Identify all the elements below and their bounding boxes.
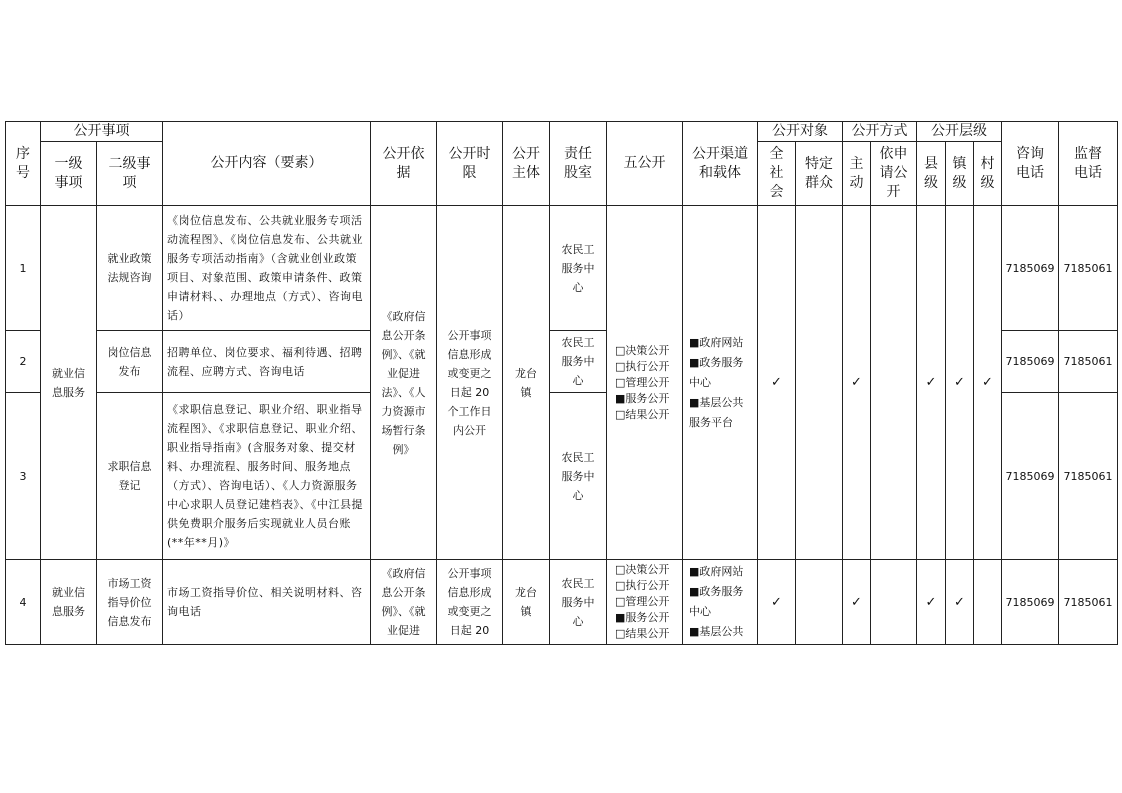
row-dept: 农民工 服务中 心 — [550, 331, 607, 393]
header-town: 镇 级 — [946, 142, 974, 206]
row-dept: 农民工 服务中 心 — [550, 206, 607, 331]
header-subject: 公开 主体 — [503, 122, 550, 206]
row-dept: 农民工 服务中 心 — [550, 560, 607, 645]
row-dept: 农民工 服务中 心 — [550, 393, 607, 560]
header-level: 公开层级 — [917, 122, 1002, 142]
row-channel: ■政府网站 ■政务服务 中心 ■基层公共 服务平台 — [683, 206, 758, 560]
header-seq: 序 号 — [6, 122, 41, 206]
header-public-items: 公开事项 — [41, 122, 163, 142]
row-consult-phone: 7185069 — [1002, 206, 1059, 331]
row-seq: 2 — [6, 331, 41, 393]
header-active: 主 动 — [843, 142, 871, 206]
row-level2: 求职信息 登记 — [97, 393, 163, 560]
row-time-limit: 公开事项 信息形成 或变更之 日起 20 个工作日 内公开 — [437, 206, 503, 560]
row-on-request-check — [871, 206, 917, 560]
row-on-request-check — [871, 560, 917, 645]
row-supervise-phone: 7185061 — [1059, 206, 1118, 331]
header-level1: 一级 事项 — [41, 142, 97, 206]
row-channel: ■政府网站 ■政务服务 中心 ■基层公共 — [683, 560, 758, 645]
table-row — [6, 560, 1118, 645]
header-county: 县 级 — [917, 142, 946, 206]
row-town-check: ✓ — [946, 560, 974, 645]
header-dept: 责任 股室 — [550, 122, 607, 206]
row-level2: 就业政策 法规咨询 — [97, 206, 163, 331]
row-level2: 市场工资 指导价位 信息发布 — [97, 560, 163, 645]
row-county-check: ✓ — [917, 206, 946, 560]
row-content: 《岗位信息发布、公共就业服务专项活动流程图》、《岗位信息发布、公共就业服务专项活动指南》（含就业创业政策项目、对象范围、政策申请条件、政策申请材料、、办理地点（方式）、咨询电话） — [163, 206, 371, 331]
row-content: 招聘单位、岗位要求、福利待遇、招聘流程、应聘方式、咨询电话 — [163, 331, 371, 393]
header-all-society: 全 社 会 — [758, 142, 796, 206]
row-seq: 3 — [6, 393, 41, 560]
header-supervise-phone: 监督 电话 — [1059, 122, 1118, 206]
row-content: 《求职信息登记、职业介绍、职业指导流程图》、《求职信息登记、职业介绍、职业指导指南》(含服务对象、提交材料、办理流程、服务时间、服务地点（方式）、咨询电话）、《人力资源服务中心求职人员登记建档表》、《中江县提供免费职介服务后实现就业人员台账(**年**月)》 — [163, 393, 371, 560]
disclosure-table — [5, 121, 1118, 645]
row-village-check — [974, 560, 1002, 645]
row-all-society-check: ✓ — [758, 206, 796, 560]
row-consult-phone: 7185069 — [1002, 331, 1059, 393]
header-time-limit: 公开时 限 — [437, 122, 503, 206]
header-method: 公开方式 — [843, 122, 917, 142]
row-five-public: □决策公开 □执行公开 □管理公开 ■服务公开 □结果公开 — [607, 206, 683, 560]
header-level2: 二级事 项 — [97, 142, 163, 206]
header-content: 公开内容（要素） — [163, 122, 371, 206]
row-active-check: ✓ — [843, 560, 871, 645]
header-channel: 公开渠道 和载体 — [683, 122, 758, 206]
row-subject: 龙台 镇 — [503, 560, 550, 645]
row-subject: 龙台 镇 — [503, 206, 550, 560]
row-seq: 1 — [6, 206, 41, 331]
row-supervise-phone: 7185061 — [1059, 393, 1118, 560]
header-consult-phone: 咨询 电话 — [1002, 122, 1059, 206]
row-level1: 就业信 息服务 — [41, 206, 97, 560]
header-on-request: 依申 请公 开 — [871, 142, 917, 206]
row-basis: 《政府信 息公开条 例》、《就 业促进 — [371, 560, 437, 645]
row-specific-group-check — [796, 560, 843, 645]
row-supervise-phone: 7185061 — [1059, 331, 1118, 393]
header-basis: 公开依 据 — [371, 122, 437, 206]
header-audience: 公开对象 — [758, 122, 843, 142]
row-consult-phone: 7185069 — [1002, 560, 1059, 645]
row-basis: 《政府信 息公开条 例》、《就 业促进 法》、《人 力资源市 场暂行条 例》 — [371, 206, 437, 560]
row-county-check: ✓ — [917, 560, 946, 645]
row-level2: 岗位信息 发布 — [97, 331, 163, 393]
row-specific-group-check — [796, 206, 843, 560]
row-time-limit: 公开事项 信息形成 或变更之 日起 20 — [437, 560, 503, 645]
row-village-check: ✓ — [974, 206, 1002, 560]
row-active-check: ✓ — [843, 206, 871, 560]
row-supervise-phone: 7185061 — [1059, 560, 1118, 645]
row-seq: 4 — [6, 560, 41, 645]
row-content: 市场工资指导价位、相关说明材料、咨询电话 — [163, 560, 371, 645]
header-village: 村 级 — [974, 142, 1002, 206]
header-five-public: 五公开 — [607, 122, 683, 206]
row-town-check: ✓ — [946, 206, 974, 560]
table-row — [6, 206, 1118, 331]
header-specific-group: 特定 群众 — [796, 142, 843, 206]
row-consult-phone: 7185069 — [1002, 393, 1059, 560]
row-all-society-check: ✓ — [758, 560, 796, 645]
row-level1: 就业信 息服务 — [41, 560, 97, 645]
row-five-public: □决策公开 □执行公开 □管理公开 ■服务公开 □结果公开 — [607, 560, 683, 645]
